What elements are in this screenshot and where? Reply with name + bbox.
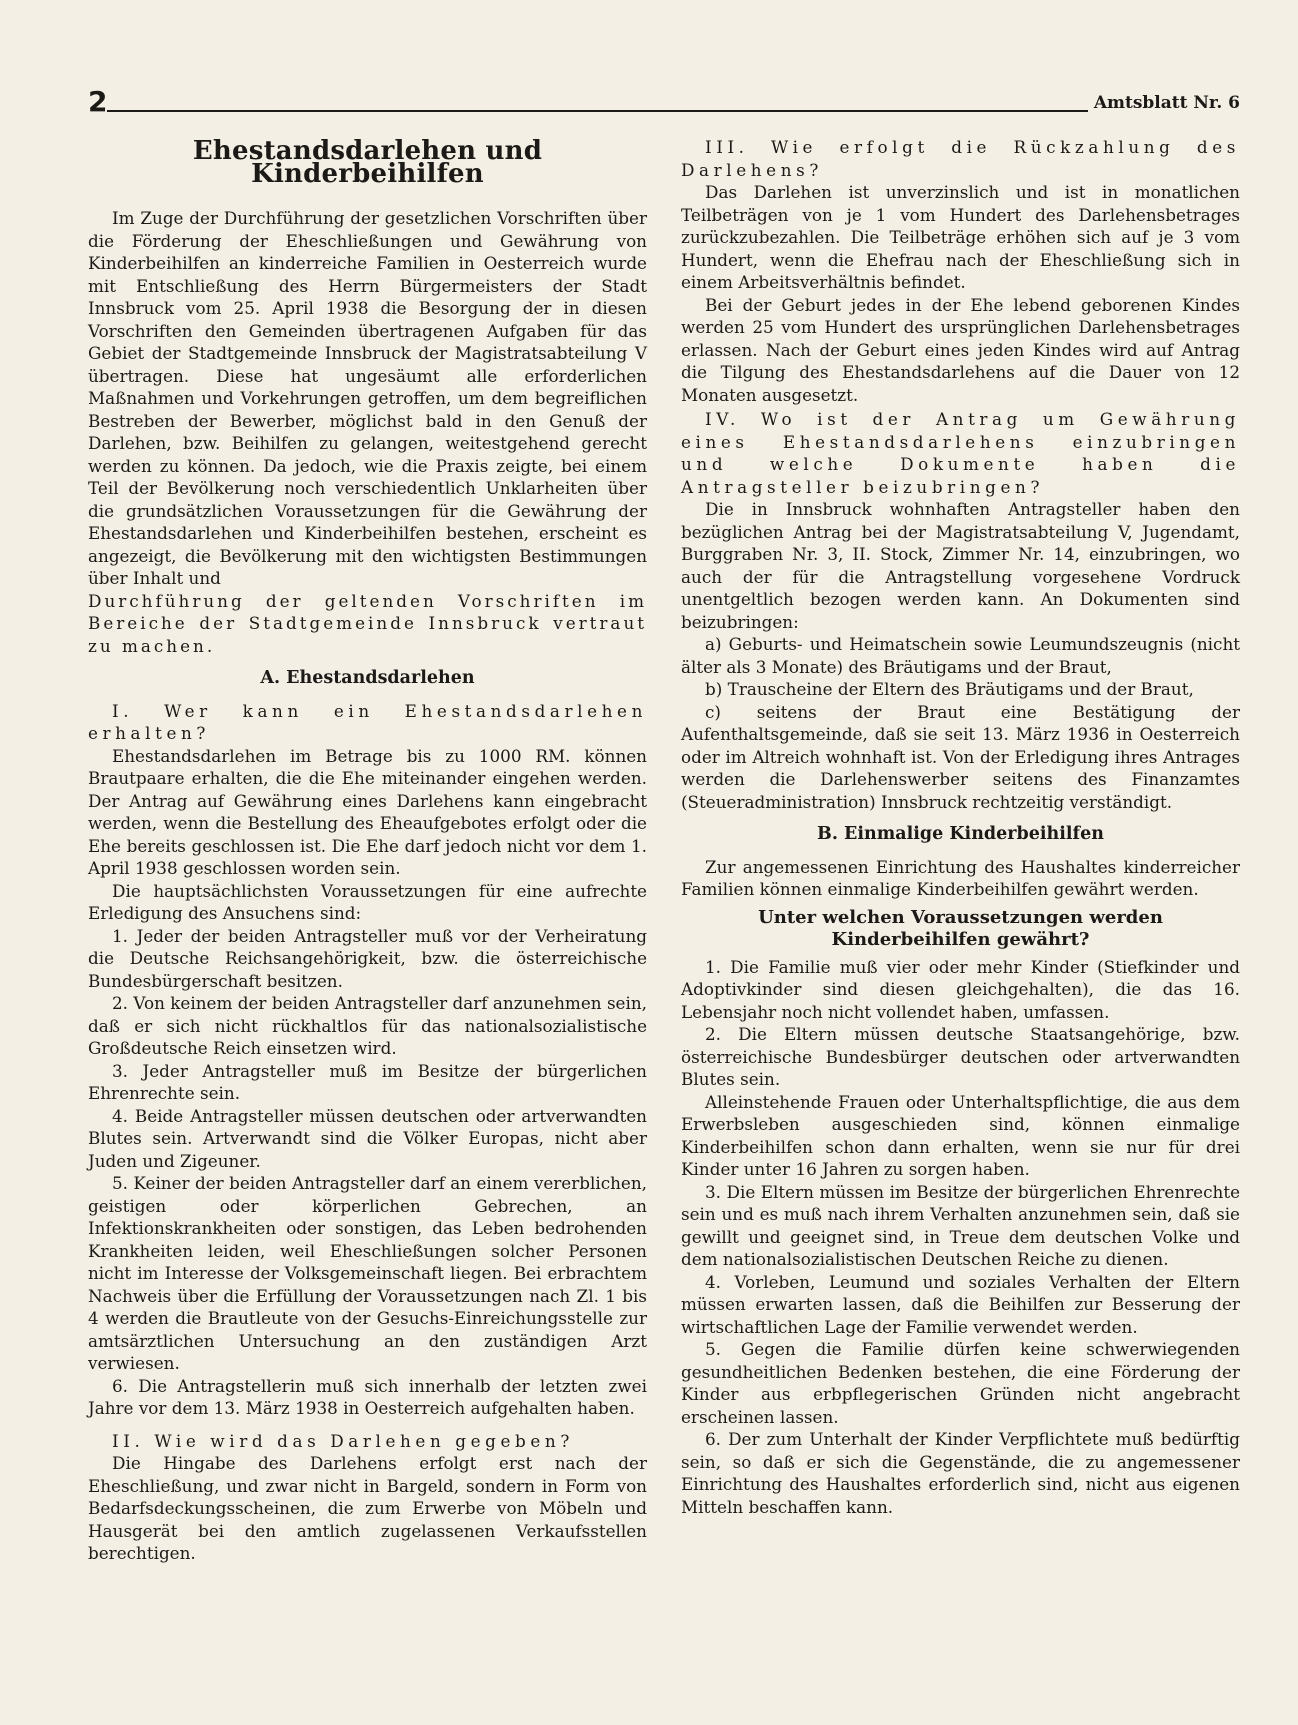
section-b-heading: B. Einmalige Kinderbeihilfen (817, 824, 1104, 844)
list-item: 4. Vorleben, Leumund und soziales Verhalten der Eltern müssen erwarten lassen, daß die Beihilfen zur Besserung der wirtschaftlichen Lage der Familie verwendet werden. (681, 1271, 1240, 1337)
question-3: III. Wie erfolgt die Rückzahlung des Darlehens? (681, 137, 1240, 180)
list-item: 2. Von keinem der beiden Antragsteller darf anzunehmen sein, daß er sich nicht rückhaltlos für das nationalsozialistische Großdeutsche Reich einsetzen wird. (88, 993, 647, 1058)
intro-tail: Durchführung der geltenden Vorschriften im Bereiche der Stadtgemeinde Innsbruck vertraut zu machen. (88, 590, 647, 656)
page-number: 2 (88, 85, 108, 118)
list-item: 3. Die Eltern müssen im Besitze der bürgerlichen Ehrenrechte sein und es muß nach ihrem Verhalten anzunehmen sein, daß sie gewillt und geeignet sind, in Treue dem deutschen Volke und dem nationalsozialistischen Deutschen Reiche zu dienen. (681, 1181, 1240, 1269)
section-b-subheading: Unter welchen Voraussetzungen werden Kinderbeihilfen gewährt? (758, 906, 1163, 950)
list-item: 4. Beide Antragsteller müssen deutschen oder artverwandten Blutes sein. Artverwandt sind die Völker Europas, nicht aber Juden und Zigeuner. (88, 1105, 647, 1171)
question-4-answer: Die in Innsbruck wohnhaften Antragsteller haben den bezüglichen Antrag bei der Magistratsabteilung V, Jugendamt, Burggraben Nr. 3, II. Stock, Zimmer Nr. 14, einzubringen, wo auch der für die Antragstellung vorgesehene Vordruck unentgeltlich bezogen werden kann. An Dokumenten sind beizubringen: (681, 499, 1240, 632)
list-item: 2. Die Eltern müssen deutsche Staatsangehörige, bzw. österreichische Bundesbürger deutschen oder artverwandten Blutes sein. (681, 1024, 1240, 1089)
publication-label: Amtsblatt Nr. 6 (1088, 93, 1240, 113)
document-item: a) Geburts- und Heimatschein sowie Leumundszeugnis (nicht älter als 3 Monate) des Bräutigams und der Braut, (681, 634, 1240, 677)
list-item: 5. Gegen die Familie dürfen keine schwerwiegenden gesundheitlichen Bedenken bestehen, die eine Förderung der Kinder aus erbpflegerischen Gründen nicht angebracht erscheinen lassen. (681, 1339, 1240, 1427)
list-item: 5. Keiner der beiden Antragsteller darf an einem vererblichen, geistigen oder körperlichen Gebrechen, an Infektionskrankheiten oder sonstigen, das Leben bedrohenden Krankheiten leiden, weil Eheschließungen solcher Personen nicht im Interesse der Volksgemeinschaft liegen. Bei erbrachtem Nachweis über die Erfüllung der Voraussetzungen nach Zl. 1 bis 4 werden die Brautleute von der Gesuchs-Einreichungsstelle zur amtsärztlichen Untersuchung an den zuständigen Arzt verwiesen. (88, 1173, 647, 1373)
left-column (88, 134, 647, 1565)
intro-paragraph: Im Zuge der Durchführung der gesetzlichen Vorschriften über die Förderung der Eheschließungen und Gewährung von Kinderbeihilfen an kinderreiche Familien in Oesterreich wurde mit Entschließung des Herrn Bürgermeisters der Stadt Innsbruck vom 25. April 1938 die Besorgung der in diesen Vorschriften den Gemeinden übertragenen Aufgaben für das Gebiet der Stadtgemeinde Innsbruck der Magistratsabteilung V übertragen. Diese hat ungesäumt alle erforderlichen Maßnahmen und Vorkehrungen getroffen, um dem begreiflichen Bestreben der Bewerber, möglichst bald in den Genuß der Darlehen, bzw. Beihilfen zu gelangen, weitestgehend gerecht werden zu können. Da jedoch, wie die Praxis zeigte, bei einem Teil der Bevölkerung noch verschiedentlich Unklarheiten über die grundsätzlichen Voraussetzungen für die Gewährung der Ehestandsdarlehen und Kinderbeihilfen bestehen, erscheint es angezeigt, die Bevölkerung mit den wichtigsten Bestimmungen über Inhalt und (88, 208, 647, 588)
question-2: II. Wie wird das Darlehen gegeben? (112, 1430, 574, 1451)
question-1-answer: Ehestandsdarlehen im Betrage bis zu 1000 RM. können Brautpaare erhalten, die die Ehe miteinander eingehen werden. Der Antrag auf Gewährung eines Darlehens kann eingebracht werden, wenn die Bestellung des Eheaufgebotes erfolgt oder die Ehe bereits geschlossen ist. Die Ehe darf jedoch nicht vor dem 1. April 1938 geschlossen worden sein. (88, 745, 647, 878)
question-3-answer-2: Bei der Geburt jedes in der Ehe lebend geborenen Kindes werden 25 vom Hundert des ursprünglichen Darlehensbetrages erlassen. Nach der Geburt eines jeden Kindes wird auf Antrag die Tilgung des Ehestandsdarlehens auf die Dauer von 12 Monaten ausgesetzt. (681, 294, 1240, 405)
list-item: 1. Die Familie muß vier oder mehr Kinder (Stiefkinder und Adoptivkinder sind diesen gleichgehalten), die das 16. Lebensjahr noch nicht vollendet haben, umfassen. (681, 956, 1240, 1022)
page-header (88, 84, 1240, 118)
section-b-intro: Zur angemessenen Einrichtung des Haushaltes kinderreicher Familien können einmalige Kinderbeihilfen gewährt werden. (681, 856, 1240, 899)
section-a-heading: A. Ehestandsdarlehen (260, 668, 475, 688)
question-2-answer: Die Hingabe des Darlehens erfolgt erst nach der Eheschließung, und zwar nicht in Bargeld, sondern in Form von Bedarfsdeckungsscheinen, die zum Erwerbe von Möbeln und Hausgerät bei den amtlich zugelassenen Verkaufsstellen berechtigen. (88, 1453, 647, 1563)
question-1: I. Wer kann ein Ehestandsdarlehen erhalten? (88, 700, 647, 743)
article-columns (88, 134, 1240, 1565)
list-item: 1. Jeder der beiden Antragsteller muß vor der Verheiratung die Deutsche Reichsangehörigkeit, bzw. die österreichische Bundesbürgerschaft besitzen. (88, 925, 647, 991)
document-item: c) seitens der Braut eine Bestätigung der Aufenthaltsgemeinde, daß sie seit 13. März 1936 in Oesterreich oder im Altreich wohnhaft ist. Von der Erledigung ihres Antrages werden die Darlehenswerber seitens des Finanzamtes (Steueradministration) Innsbruck rechtzeitig verständigt. (681, 701, 1240, 812)
question-3-answer-1: Das Darlehen ist unverzinslich und ist in monatlichen Teilbeträgen von je 1 vom Hundert des Darlehensbetrages zurückzubezahlen. Die Teilbeträge erhöhen sich auf je 3 vom Hundert, wenn die Ehefrau nach der Eheschließung sich in einem Arbeitsverhältnis befindet. (681, 182, 1240, 292)
list-item: 6. Die Antragstellerin muß sich innerhalb der letzten zwei Jahre vor dem 13. März 1938 in Oesterreich aufgehalten haben. (88, 1375, 647, 1418)
list-item: 6. Der zum Unterhalt der Kinder Verpflichtete muß bedürftig sein, so daß er sich die Gegenstände, die zu angemessener Einrichtung des Haushaltes erforderlich sind, nicht aus eigenen Mitteln beschaffen kann. (681, 1429, 1240, 1517)
prerequisites-intro: Die hauptsächlichsten Voraussetzungen für eine aufrechte Erledigung des Ansuchens sind: (88, 880, 647, 923)
list-item: 3. Jeder Antragsteller muß im Besitze der bürgerlichen Ehrenrechte sein. (88, 1060, 647, 1103)
question-4: IV. Wo ist der Antrag um Gewährung eines Ehestandsdarlehens einzubringen und welche Dokumente haben die Antragsteller beizubringen? (681, 409, 1240, 497)
article-title: Ehestandsdarlehen und Kinderbeihilfen (192, 136, 543, 189)
list-item: Alleinstehende Frauen oder Unterhaltspflichtige, die aus dem Erwerbsleben ausgeschieden sind, können einmalige Kinderbeihilfen schon dann erhalten, wenn sie nur für drei Kinder unter 16 Jahren zu sorgen haben. (681, 1091, 1240, 1179)
right-column (681, 134, 1240, 1565)
document-item: b) Trauscheine der Eltern des Bräutigams und der Braut, (705, 679, 1194, 699)
